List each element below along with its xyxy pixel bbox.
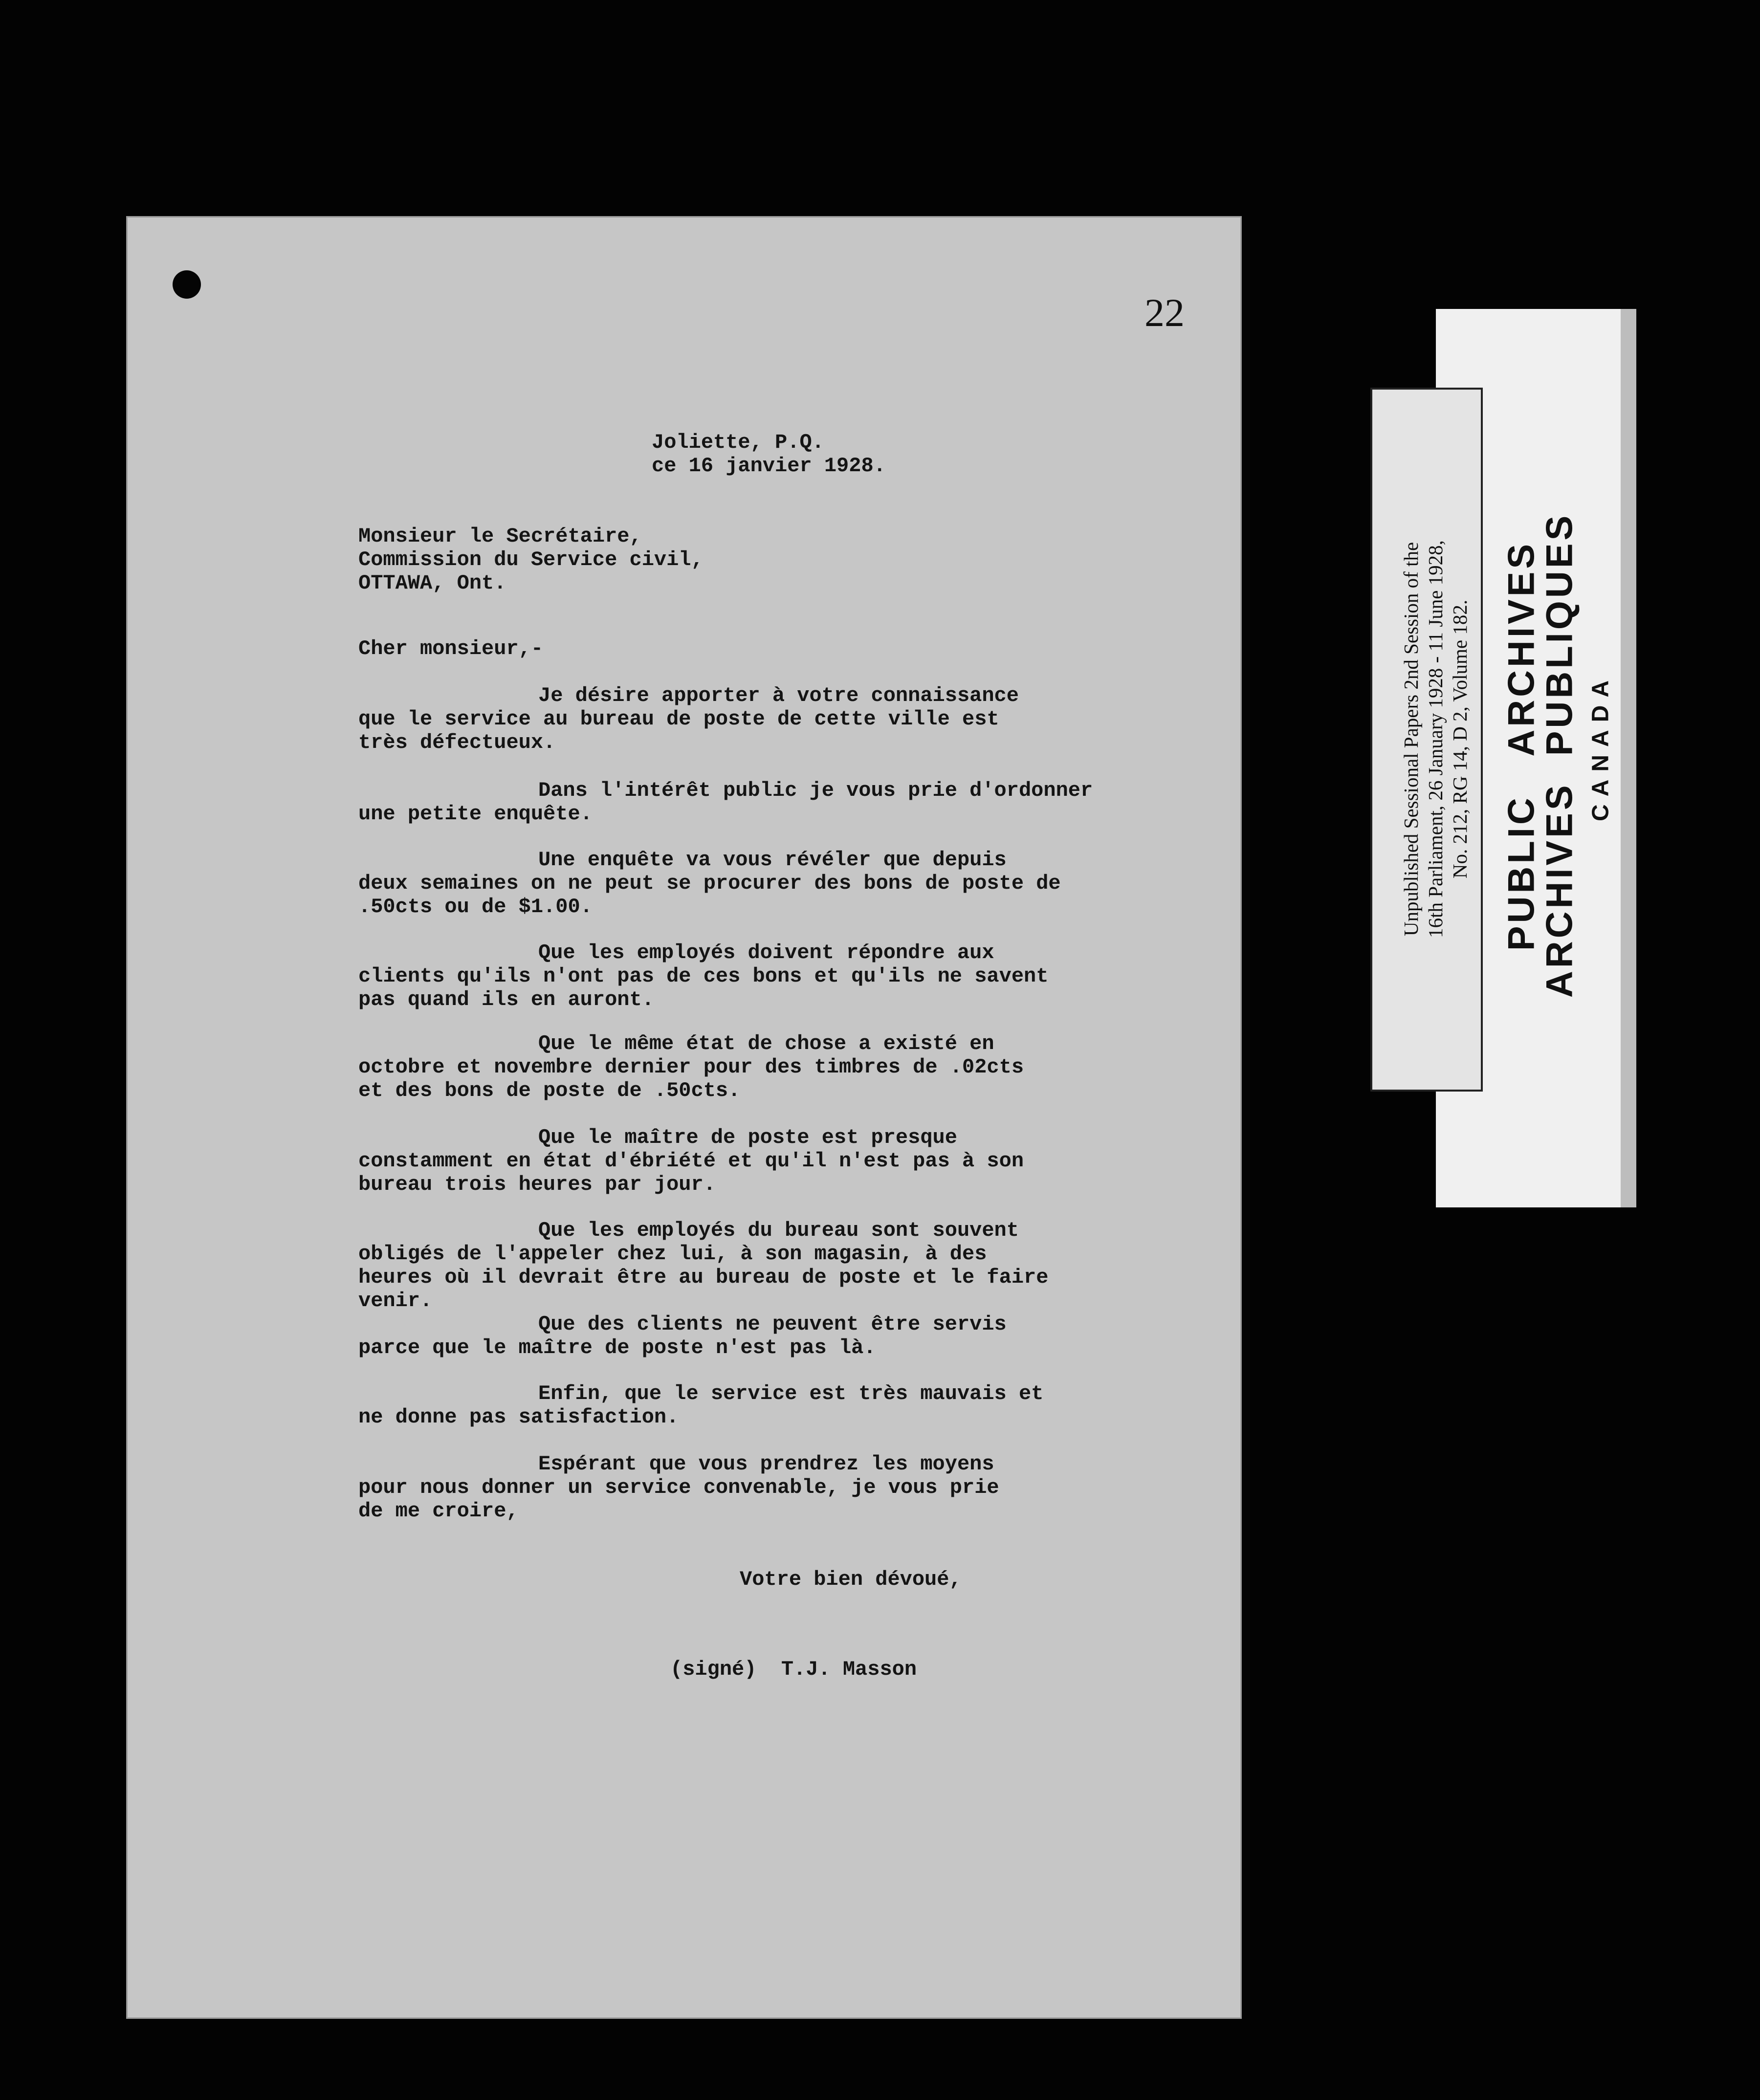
paragraph-line: Que les employés doivent répondre aux — [538, 941, 994, 964]
paragraph-line: Que le maître de poste est presque — [538, 1126, 957, 1149]
address-line: OTTAWA, Ont. — [358, 571, 506, 595]
paragraph-line: Une enquête va vous révéler que depuis — [538, 848, 1007, 872]
label-line: Unpublished Sessional Papers 2nd Session of the — [1400, 542, 1422, 937]
paragraph-line: pour nous donner un service convenable, je vous prie — [358, 1476, 999, 1499]
paragraph-line: constamment en état d'ébriété et qu'il n'est pas à son — [358, 1149, 1024, 1173]
paragraph-line: et des bons de poste de .50cts. — [358, 1079, 741, 1102]
label-line: 16th Parliament, 26 January 1928 - 11 June 1928, — [1424, 540, 1447, 938]
paragraph-line: parce que le maître de poste n'est pas là. — [358, 1336, 876, 1359]
paragraph-line: Que les employés du bureau sont souvent — [538, 1219, 1019, 1242]
paragraph-line: venir. — [358, 1289, 433, 1312]
letter-date: ce 16 janvier 1928. — [652, 454, 886, 478]
paragraph-line: clients qu'ils n'ont pas de ces bons et qu'ils ne savent — [358, 964, 1049, 988]
letter-place: Joliette, P.Q. — [652, 431, 824, 454]
stamp-line-public-archives: PUBLIC ARCHIVES — [1500, 541, 1542, 951]
paragraph-line: Enfin, que le service est très mauvais et — [538, 1382, 1044, 1405]
stamp-line-archives-publiques: ARCHIVES PUBLIQUES — [1539, 512, 1581, 998]
stamp-line-canada: CANADA — [1587, 673, 1614, 821]
address-line: Monsieur le Secrétaire, — [358, 525, 642, 548]
punch-hole — [173, 270, 201, 299]
paragraph-line: Espérant que vous prendrez les moyens — [538, 1452, 994, 1476]
paragraph-line: obligés de l'appeler chez lui, à son magasin, à des — [358, 1242, 987, 1266]
page-number: 22 — [1144, 290, 1185, 335]
paragraph-line: .50cts ou de $1.00. — [358, 895, 593, 919]
archives-tab-edge — [1621, 309, 1636, 1207]
document-page — [126, 216, 1242, 2019]
paragraph-line: pas quand ils en auront. — [358, 988, 654, 1011]
paragraph-line: très défectueux. — [358, 731, 556, 754]
paragraph-line: Dans l'intérêt public je vous prie d'ordonner — [538, 779, 1093, 802]
paragraph-line: de me croire, — [358, 1499, 519, 1523]
paragraph-line: deux semaines on ne peut se procurer des bons de poste de — [358, 872, 1061, 895]
paragraph-line: que le service au bureau de poste de cette ville est — [358, 707, 999, 731]
paragraph-line: Que des clients ne peuvent être servis — [538, 1312, 1007, 1336]
paragraph-line: une petite enquête. — [358, 802, 593, 826]
paragraph-line: Je désire apporter à votre connaissance — [538, 684, 1019, 707]
paragraph-line: ne donne pas satisfaction. — [358, 1405, 679, 1429]
salutation: Cher monsieur,- — [358, 637, 544, 660]
paragraph-line: heures où il devrait être au bureau de poste et le faire — [358, 1266, 1049, 1289]
paragraph-line: bureau trois heures par jour. — [358, 1173, 716, 1196]
label-line: No. 212, RG 14, D 2, Volume 182. — [1449, 599, 1471, 879]
paragraph-line: octobre et novembre dernier pour des timbres de .02cts — [358, 1055, 1024, 1079]
closing: Votre bien dévoué, — [740, 1568, 962, 1591]
address-line: Commission du Service civil, — [358, 548, 704, 571]
paragraph-line: Que le même état de chose a existé en — [538, 1032, 994, 1055]
signature: (signé) T.J. Masson — [670, 1658, 917, 1681]
